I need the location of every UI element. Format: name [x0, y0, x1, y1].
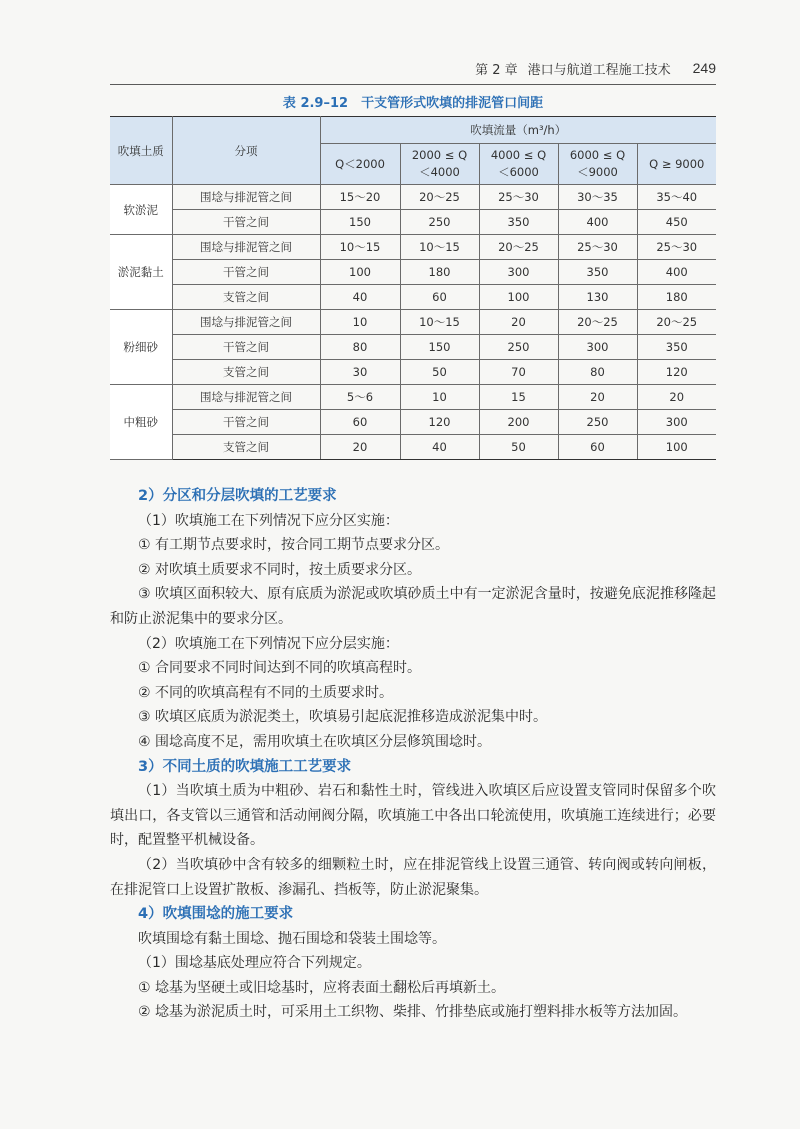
table-row: [110, 285, 716, 310]
value-cell: 20～25: [479, 235, 558, 260]
table-row: [110, 435, 716, 460]
body-paragraph: （1）当吹填土质为中粗砂、岩石和黏性土时，管线进入吹填区后应设置支管同时保留多个吹填出口，各支管以三通管和活动闸阀分隔，吹填施工中各出口轮流使用，吹填施工连续进行；必要时，配置整平机械设备。: [110, 783, 716, 849]
value-cell: 300: [637, 410, 716, 435]
value-cell: 20～25: [400, 185, 479, 210]
value-cell: 10: [320, 310, 400, 335]
value-cell: 250: [558, 410, 637, 435]
value-cell: 130: [558, 285, 637, 310]
body-paragraph: （2）当吹填砂中含有较多的细颗粒土时，应在排泥管线上设置三通管、转向阀或转向闸板，在排泥管口上设置扩散板、渗漏孔、挡板等，防止淤泥聚集。: [110, 856, 716, 898]
value-cell: 300: [558, 335, 637, 360]
soil-type-cell: 软淤泥: [110, 185, 172, 235]
flow-range-line2: ＜9000: [577, 165, 618, 179]
value-cell: 400: [558, 210, 637, 235]
soil-type-cell: 中粗砂: [110, 385, 172, 460]
soil-type-cell: 淤泥黏土: [110, 235, 172, 310]
value-cell: 100: [320, 260, 400, 285]
item-cell: 干管之间: [172, 335, 320, 360]
value-cell: 250: [479, 335, 558, 360]
table-caption: 表 2.9–12 干支管形式吹填的排泥管口间距: [282, 96, 544, 111]
flow-range-line2: ＜4000: [419, 165, 460, 179]
value-cell: 80: [320, 335, 400, 360]
value-cell: 10～15: [400, 310, 479, 335]
value-cell: 35～40: [637, 185, 716, 210]
value-cell: 20～25: [558, 310, 637, 335]
item-cell: 干管之间: [172, 210, 320, 235]
soil-type-cell: 粉细砂: [110, 310, 172, 385]
flow-range-header: [637, 144, 716, 185]
header-flow: 吹填流量（m³/h）: [320, 117, 716, 144]
value-cell: 400: [637, 260, 716, 285]
flow-range-line1: 4000 ≤ Q: [490, 148, 547, 162]
section-heading: 3）不同土质的吹填施工工艺要求: [138, 758, 352, 775]
value-cell: 20: [637, 385, 716, 410]
value-cell: 15～20: [320, 185, 400, 210]
table-row: [110, 385, 716, 410]
value-cell: 350: [558, 260, 637, 285]
value-cell: 20～25: [637, 310, 716, 335]
body-text: [110, 484, 716, 1025]
body-paragraph: ③ 吹填区底质为淤泥类土，吹填易引起底泥推移造成淤泥集中时。: [138, 709, 547, 726]
value-cell: 25～30: [637, 235, 716, 260]
section-heading: 4）吹填围埝的施工要求: [138, 906, 294, 923]
body-paragraph: ③ 吹填区面积较大、原有底质为淤泥或吹填砂质土中有一定淤泥含量时，按避免底泥推移隆起和防止淤泥集中的要求分区。: [110, 586, 716, 627]
value-cell: 80: [558, 360, 637, 385]
table-row: [110, 410, 716, 435]
value-cell: 60: [400, 285, 479, 310]
item-cell: 支管之间: [172, 435, 320, 460]
item-cell: 干管之间: [172, 260, 320, 285]
value-cell: 20: [320, 435, 400, 460]
page-number: 249: [692, 60, 716, 76]
value-cell: 60: [558, 435, 637, 460]
body-paragraph: ① 埝基为坚硬土或旧埝基时，应将表面土翻松后再填新土。: [138, 979, 505, 996]
value-cell: 180: [637, 285, 716, 310]
value-cell: 70: [479, 360, 558, 385]
value-cell: 120: [400, 410, 479, 435]
table-row: [110, 260, 716, 285]
header-soil: 吹填土质: [110, 117, 172, 185]
value-cell: 10～15: [320, 235, 400, 260]
flow-range-header: [558, 144, 637, 185]
body-paragraph: ② 对吹填土质要求不同时，按土质要求分区。: [138, 561, 421, 578]
value-cell: 10: [400, 385, 479, 410]
value-cell: 30～35: [558, 185, 637, 210]
item-cell: 围埝与排泥管之间: [172, 235, 320, 260]
value-cell: 25～30: [479, 185, 558, 210]
value-cell: 350: [637, 335, 716, 360]
value-cell: 5～6: [320, 385, 400, 410]
value-cell: 100: [637, 435, 716, 460]
value-cell: 40: [400, 435, 479, 460]
table-row: [110, 235, 716, 260]
spacing-table: [110, 116, 716, 460]
value-cell: 150: [320, 210, 400, 235]
flow-range-line1: 6000 ≤ Q: [569, 148, 626, 162]
flow-range-line1: Q ≥ 9000: [649, 156, 705, 171]
value-cell: 50: [400, 360, 479, 385]
body-paragraph: （2）吹填施工在下列情况下应分层实施：: [138, 635, 399, 652]
value-cell: 50: [479, 435, 558, 460]
value-cell: 450: [637, 210, 716, 235]
value-cell: 60: [320, 410, 400, 435]
value-cell: 25～30: [558, 235, 637, 260]
value-cell: 20: [479, 310, 558, 335]
value-cell: 10～15: [400, 235, 479, 260]
value-cell: 180: [400, 260, 479, 285]
header-item: 分项: [172, 117, 320, 185]
flow-range-line1: 2000 ≤ Q: [411, 148, 468, 162]
item-cell: 围埝与排泥管之间: [172, 310, 320, 335]
item-cell: 围埝与排泥管之间: [172, 385, 320, 410]
body-paragraph: ① 合同要求不同时间达到不同的吹填高程时。: [138, 660, 421, 677]
flow-range-header: [400, 144, 479, 185]
item-cell: 围埝与排泥管之间: [172, 185, 320, 210]
value-cell: 350: [479, 210, 558, 235]
chapter-title: 港口与航道工程施工技术: [527, 62, 671, 78]
value-cell: 300: [479, 260, 558, 285]
item-cell: 支管之间: [172, 285, 320, 310]
flow-range-header: [479, 144, 558, 185]
body-paragraph: ② 埝基为淤泥质土时，可采用土工织物、柴排、竹排垫底或施打塑料排水板等方法加固。: [138, 1004, 687, 1021]
value-cell: 100: [479, 285, 558, 310]
body-paragraph: ① 有工期节点要求时，按合同工期节点要求分区。: [138, 537, 449, 554]
body-paragraph: （1）围埝基底处理应符合下列规定。: [138, 955, 371, 972]
value-cell: 15: [479, 385, 558, 410]
body-paragraph: （1）吹填施工在下列情况下应分区实施：: [138, 512, 399, 529]
value-cell: 20: [558, 385, 637, 410]
body-paragraph: 吹填围埝有黏土围埝、抛石围埝和袋装土围埝等。: [138, 930, 446, 947]
value-cell: 150: [400, 335, 479, 360]
value-cell: 40: [320, 285, 400, 310]
value-cell: 200: [479, 410, 558, 435]
item-cell: 干管之间: [172, 410, 320, 435]
value-cell: 120: [637, 360, 716, 385]
table-row: [110, 210, 716, 235]
section-heading: 2）分区和分层吹填的工艺要求: [138, 488, 337, 504]
item-cell: 支管之间: [172, 360, 320, 385]
table-row: [110, 310, 716, 335]
body-paragraph: ④ 围埝高度不足，需用吹填土在吹填区分层修筑围埝时。: [138, 733, 491, 750]
chapter-number: 第 2 章: [475, 62, 518, 78]
table-row: [110, 335, 716, 360]
flow-range-header: [320, 144, 400, 185]
running-header: [110, 52, 716, 85]
value-cell: 250: [400, 210, 479, 235]
flow-range-line2: ＜6000: [498, 165, 539, 179]
table-row: [110, 185, 716, 210]
value-cell: 30: [320, 360, 400, 385]
table-row: [110, 360, 716, 385]
body-paragraph: ② 不同的吹填高程有不同的土质要求时。: [138, 684, 393, 701]
flow-range-line1: Q＜2000: [335, 156, 385, 171]
